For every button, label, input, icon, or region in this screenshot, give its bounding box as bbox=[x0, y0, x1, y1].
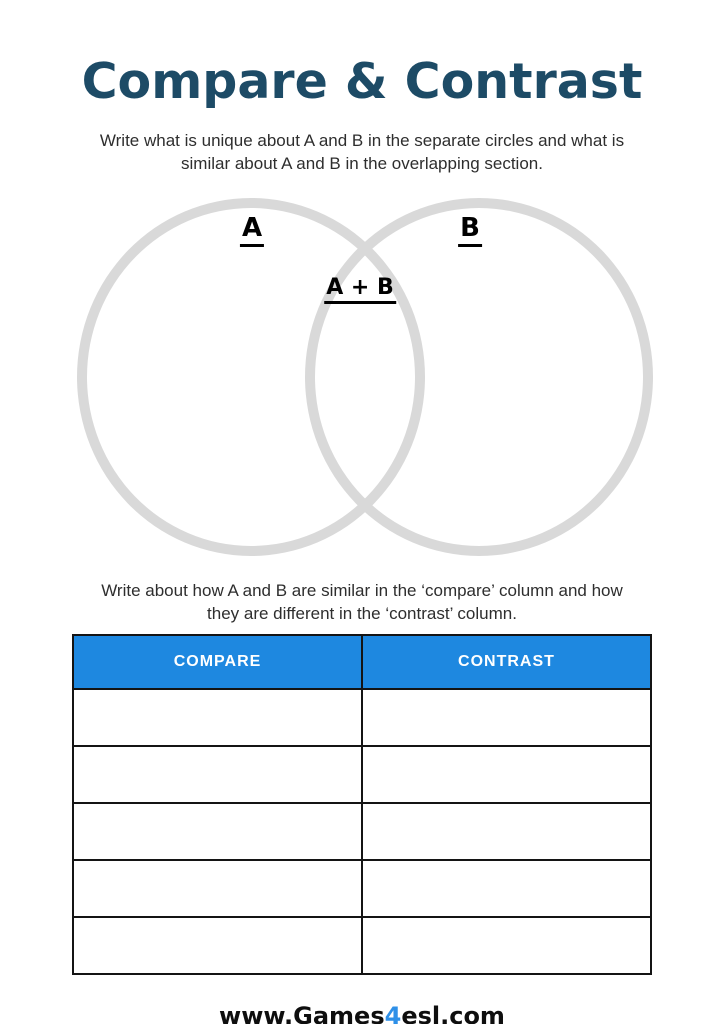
column-header-contrast: CONTRAST bbox=[362, 635, 651, 689]
page-title: Compare & Contrast bbox=[81, 53, 643, 110]
table-cell-compare bbox=[73, 803, 362, 860]
table-instruction bbox=[0, 579, 724, 625]
table-row bbox=[73, 803, 651, 860]
table-cell-contrast bbox=[362, 917, 651, 974]
table-cell-contrast bbox=[362, 689, 651, 746]
table-cell-contrast bbox=[362, 746, 651, 803]
column-header-compare: COMPARE bbox=[73, 635, 362, 689]
footer-url-suffix: esl.com bbox=[401, 1001, 505, 1024]
table-row bbox=[73, 746, 651, 803]
table-cell-compare bbox=[73, 917, 362, 974]
table-instruction-line: they are different in the ‘contrast’ column. bbox=[207, 603, 517, 623]
table-cell-compare bbox=[73, 689, 362, 746]
venn-label-a: A bbox=[240, 213, 264, 247]
venn-circle-b bbox=[305, 198, 653, 556]
venn-instruction-line: similar about A and B in the overlapping section. bbox=[181, 153, 543, 173]
venn-label-b: B bbox=[458, 213, 482, 247]
table-cell-contrast bbox=[362, 803, 651, 860]
footer-url-number: 4 bbox=[384, 1001, 402, 1024]
compare-contrast-table bbox=[72, 634, 652, 975]
table-cell-compare bbox=[73, 860, 362, 917]
table-row bbox=[73, 689, 651, 746]
table-cell-contrast bbox=[362, 860, 651, 917]
footer-url-prefix: www.Games bbox=[219, 1001, 385, 1024]
venn-instruction bbox=[0, 129, 724, 175]
venn-label-overlap: A + B bbox=[324, 275, 396, 304]
table-row bbox=[73, 860, 651, 917]
table-row bbox=[73, 917, 651, 974]
footer-url bbox=[0, 1002, 724, 1024]
table-cell-compare bbox=[73, 746, 362, 803]
table-header-row bbox=[73, 635, 651, 689]
venn-instruction-line: Write what is unique about A and B in the separate circles and what is bbox=[99, 130, 625, 150]
table-instruction-line: Write about how A and B are similar in the ‘compare’ column and how bbox=[101, 580, 623, 600]
venn-diagram bbox=[0, 191, 724, 563]
